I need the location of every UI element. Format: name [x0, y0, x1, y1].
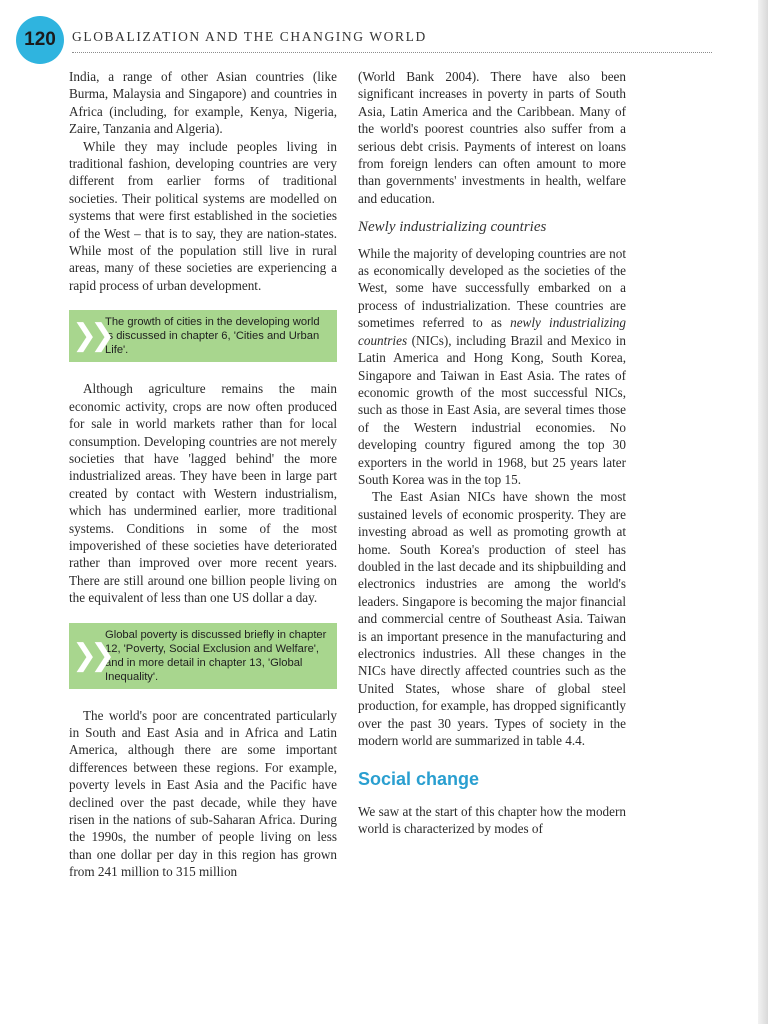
right-column	[358, 68, 626, 838]
cross-reference-callout	[69, 310, 337, 362]
page-edge	[758, 0, 768, 1024]
paragraph: India, a range of other Asian countries (like Burma, Malaysia and Singapore) and countries in Africa (including, for example, Kenya, Nigeria, Zaire, Tanzania and Algeria).	[69, 69, 337, 137]
paragraph-text: While the majority of developing countries are not as economically developed as the societies of the West, some have successfully embarked on a process of industrialization. These countries are sometimes referred to as	[358, 245, 626, 331]
key-term: newly industrializing countries	[358, 315, 626, 348]
callout-text: The growth of cities in the developing world is discussed in chapter 6, 'Cities and Urban Life'.	[105, 316, 320, 357]
section-heading: Social change	[358, 769, 480, 790]
chevron-double-right-icon: ❯❯	[72, 319, 109, 353]
paragraph: (World Bank 2004). There have also been significant increases in poverty in parts of South Asia, Latin America and the Caribbean. Many of the world's poorest countries also suffer from a serious debt crisis. Payments of interest on loans from foreign lenders can often amount to more than governments' investments in health, welfare and education.	[358, 69, 626, 206]
cross-reference-callout	[69, 623, 337, 689]
paragraph: While they may include peoples living in traditional fashion, developing countries are very different from earlier forms of traditional societies. Their political systems are modelled on systems that were first established in the societies of the West – that is to say, they are nation-states. While most of the population still live in rural areas, many of these societies are experiencing a rapid process of urban development.	[69, 138, 337, 293]
page-number: 120	[16, 16, 64, 64]
paragraph: The East Asian NICs have shown the most sustained levels of economic prosperity. They are investing abroad as well as promoting growth at home. South Korea's production of steel has doubled in the last decade and its shipbuilding and electronics industries are among the world's leaders. Singapore is becoming the major financial and commercial centre of Southeast Asia. Taiwan is an important presence in the manufacturing and electronics industries. All these changes in the NICs have directly affected countries such as the United States, whose share of global steel production, for example, has dropped significantly over the past 30 years. Types of society in the modern world are summarized in table 4.4.	[358, 489, 626, 749]
page-header	[16, 16, 716, 60]
paragraph-text: (NICs), including Brazil and Mexico in Latin America and Hong Kong, South Korea, Singapore and Taiwan in East Asia. The rates of economic growth of the most successful NICs, such as those in East Asia, are several times those of the Western industrial economies. No developing country figured among the top 30 exporters in the world in 1968, but 25 years later South Korea was in the top 15.	[358, 332, 626, 487]
paragraph	[358, 245, 626, 489]
paragraph: The world's poor are concentrated particularly in South and East Asia and in Africa and Latin America, although there are some important differences between these regions. For example, poverty levels in East Asia and the Pacific have declined over the past decade, while they have risen in the nations of sub-Saharan Africa. During the 1990s, the number of people living on less than one dollar per day in this region has grown from 241 million to 315 million	[69, 707, 337, 880]
callout-text: Global poverty is discussed briefly in chapter 12, 'Poverty, Social Exclusion and Welfare', and in more detail in chapter 13, 'Global Inequality'.	[105, 628, 327, 683]
header-rule	[72, 52, 712, 53]
left-column	[69, 68, 337, 881]
running-title: GLOBALIZATION AND THE CHANGING WORLD	[72, 29, 427, 44]
paragraph: We saw at the start of this chapter how the modern world is characterized by modes of	[358, 803, 626, 837]
chevron-double-right-icon: ❯❯	[72, 638, 109, 672]
subheading: Newly industrializing countries	[358, 219, 547, 236]
paragraph: Although agriculture remains the main economic activity, crops are now often produced for sale in world markets rather than for local consumption. Developing countries are not merely societies that have 'lagged behind' the more industrialized areas. They have been in large part created by contact with Western industrialism, which has undermined earlier, more traditional systems. Conditions in some of the most impoverished of these societies have deteriorated rather than improved over more recent years. There are still around one billion people living on the equivalent of less than one US dollar a day.	[69, 381, 337, 606]
